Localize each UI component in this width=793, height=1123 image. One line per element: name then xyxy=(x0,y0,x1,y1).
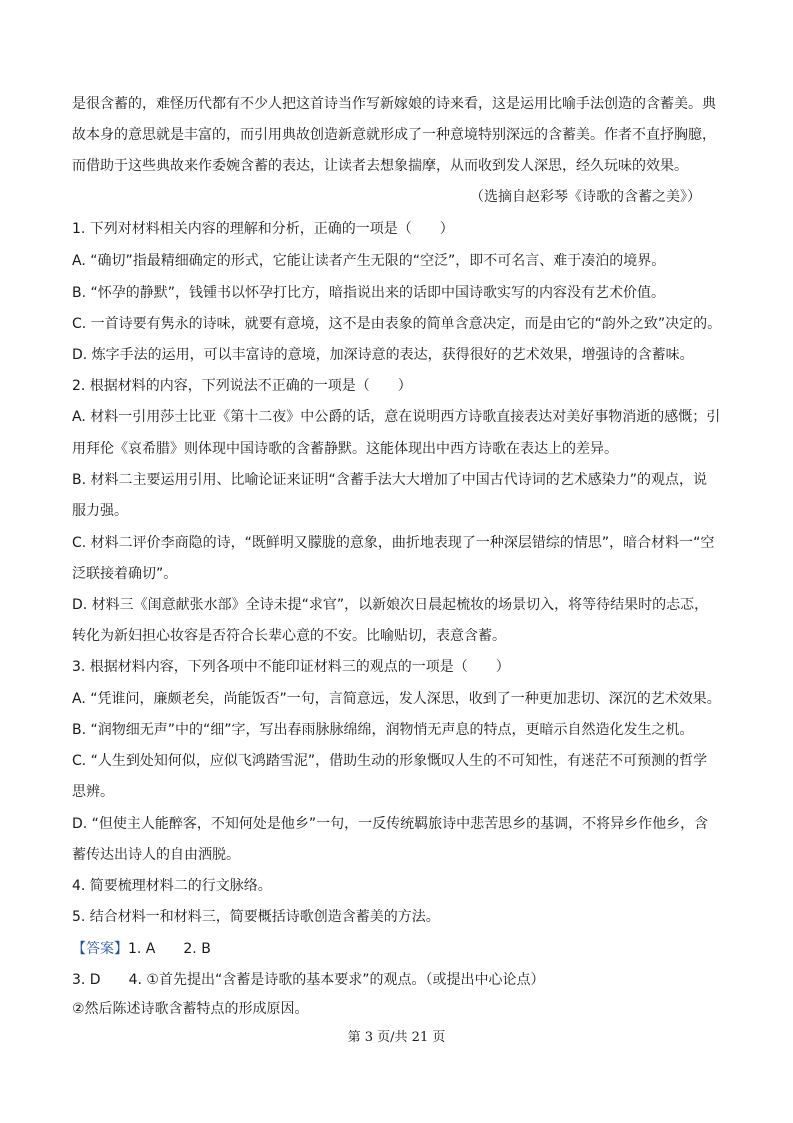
question-3-option-c-cont: 思辨。 xyxy=(72,784,114,800)
answer-tag: 【答案】 xyxy=(72,941,128,957)
page-number: 第 3 页/共 21 页 xyxy=(347,1030,446,1045)
question-1-option-a: A. “确切”指最精细确定的形式，它能让读者产生无限的“空泛”，即不可名言、难于凑泊的境界。 xyxy=(72,253,666,269)
question-2-stem: 2. 根据材料的内容，下列说法不正确的一项是（ ） xyxy=(72,378,412,394)
question-3-stem: 3. 根据材料内容，下列各项中不能印证材料三的观点的一项是（ ） xyxy=(72,659,510,675)
question-3-option-d: D. “但使主人能醉客，不知何处是他乡”一句，一反传统羁旅诗中悲苦思乡的基调，不将异乡作他乡，含 xyxy=(72,816,709,832)
question-2-option-a: A. 材料一引用莎士比亚《第十二夜》中公爵的话，意在说明西方诗歌直接表达对美好事物消逝的感慨；引 xyxy=(72,409,721,425)
question-2-option-c-cont: 泛联接着确切”。 xyxy=(72,566,178,582)
question-3-option-d-cont: 蓄传达出诗人的自由洒脱。 xyxy=(72,847,240,863)
answer-line-1 xyxy=(72,940,732,958)
question-2-option-c: C. 材料二评价李商隐的诗，“既鲜明又朦胧的意象，曲折地表现了一种深层错综的情思”，暗合材料一“空 xyxy=(72,535,715,551)
answer-values: 1. A 2. B xyxy=(128,941,211,957)
question-2-option-b: B. 材料二主要运用引用、比喻论证来证明“含蓄手法大大增加了中国古代诗词的艺术感染力”的观点，说 xyxy=(72,472,708,488)
question-4: 4. 简要梳理材料二的行文脉络。 xyxy=(72,878,272,894)
answer-line-3: ②然后陈述诗歌含蓄特点的形成原因。 xyxy=(72,1001,309,1017)
question-2-option-d-cont: 转化为新妇担心妆容是否符合长辈心意的不安。比喻贴切，表意含蓄。 xyxy=(72,628,506,644)
question-5: 5. 结合材料一和材料三，简要概括诗歌创造含蓄美的方法。 xyxy=(72,909,440,925)
question-1-stem: 1. 下列对材料相关内容的理解和分析，正确的一项是（ ） xyxy=(72,221,454,237)
question-3-option-b: B. “润物细无声”中的“细”字，写出春雨脉脉绵绵，润物悄无声息的特点，更暗示自然造化发生之机。 xyxy=(72,722,694,738)
question-2-option-a-cont: 用拜伦《哀希腊》则体现中国诗歌的含蓄静默。这能体现出中西方诗歌在表达上的差异。 xyxy=(72,441,618,457)
question-1-option-c: C. 一首诗要有隽永的诗味，就要有意境，这不是由表象的简单含意决定，而是由它的“韵外之致”决定的。 xyxy=(72,316,722,332)
question-1-option-d: D. 炼字手法的运用，可以丰富诗的意境，加深诗意的表达，获得很好的艺术效果，增强诗的含蓄味。 xyxy=(72,347,694,363)
source-citation: （选摘自赵彩琴《诗歌的含蓄之美》） xyxy=(470,189,701,205)
passage-line-1: 是很含蓄的，难怪历代都有不少人把这首诗当作写新嫁娘的诗来看，这是运用比喻手法创造的含蓄美。典 xyxy=(72,96,716,112)
question-2-option-b-cont: 服力强。 xyxy=(72,503,128,519)
question-2-option-d: D. 材料三《闺意献张水部》全诗未提“求官”，以新娘次日晨起梳妆的场景切入，将等待结果时的忐忑， xyxy=(72,597,709,613)
question-3-option-c: C. “人生到处知何似，应似飞鸿踏雪泥”，借助生动的形象慨叹人生的不可知性，有迷茫不可预测的哲学 xyxy=(72,753,708,769)
passage-line-3: 而借助于这些典故来作委婉含蓄的表达，让读者去想象揣摩，从而收到发人深思，经久玩味的效果。 xyxy=(72,158,688,174)
question-3-option-a: A. “凭谁问，廉颇老矣，尚能饭否”一句，言简意远，发人深思，收到了一种更加悲切、深沉的艺术效果。 xyxy=(72,691,721,707)
answer-line-2: 3. D 4. ①首先提出“含蓄是诗歌的基本要求”的观点。（或提出中心论点） xyxy=(72,972,545,988)
passage-line-2: 故本身的意思就是丰富的，而引用典故创造新意就形成了一种意境特别深远的含蓄美。作者不直抒胸臆， xyxy=(72,127,716,143)
question-1-option-b: B. “怀孕的静默”，钱锺书以怀孕打比方，暗指说出来的话即中国诗歌实写的内容没有艺术价值。 xyxy=(72,285,666,301)
